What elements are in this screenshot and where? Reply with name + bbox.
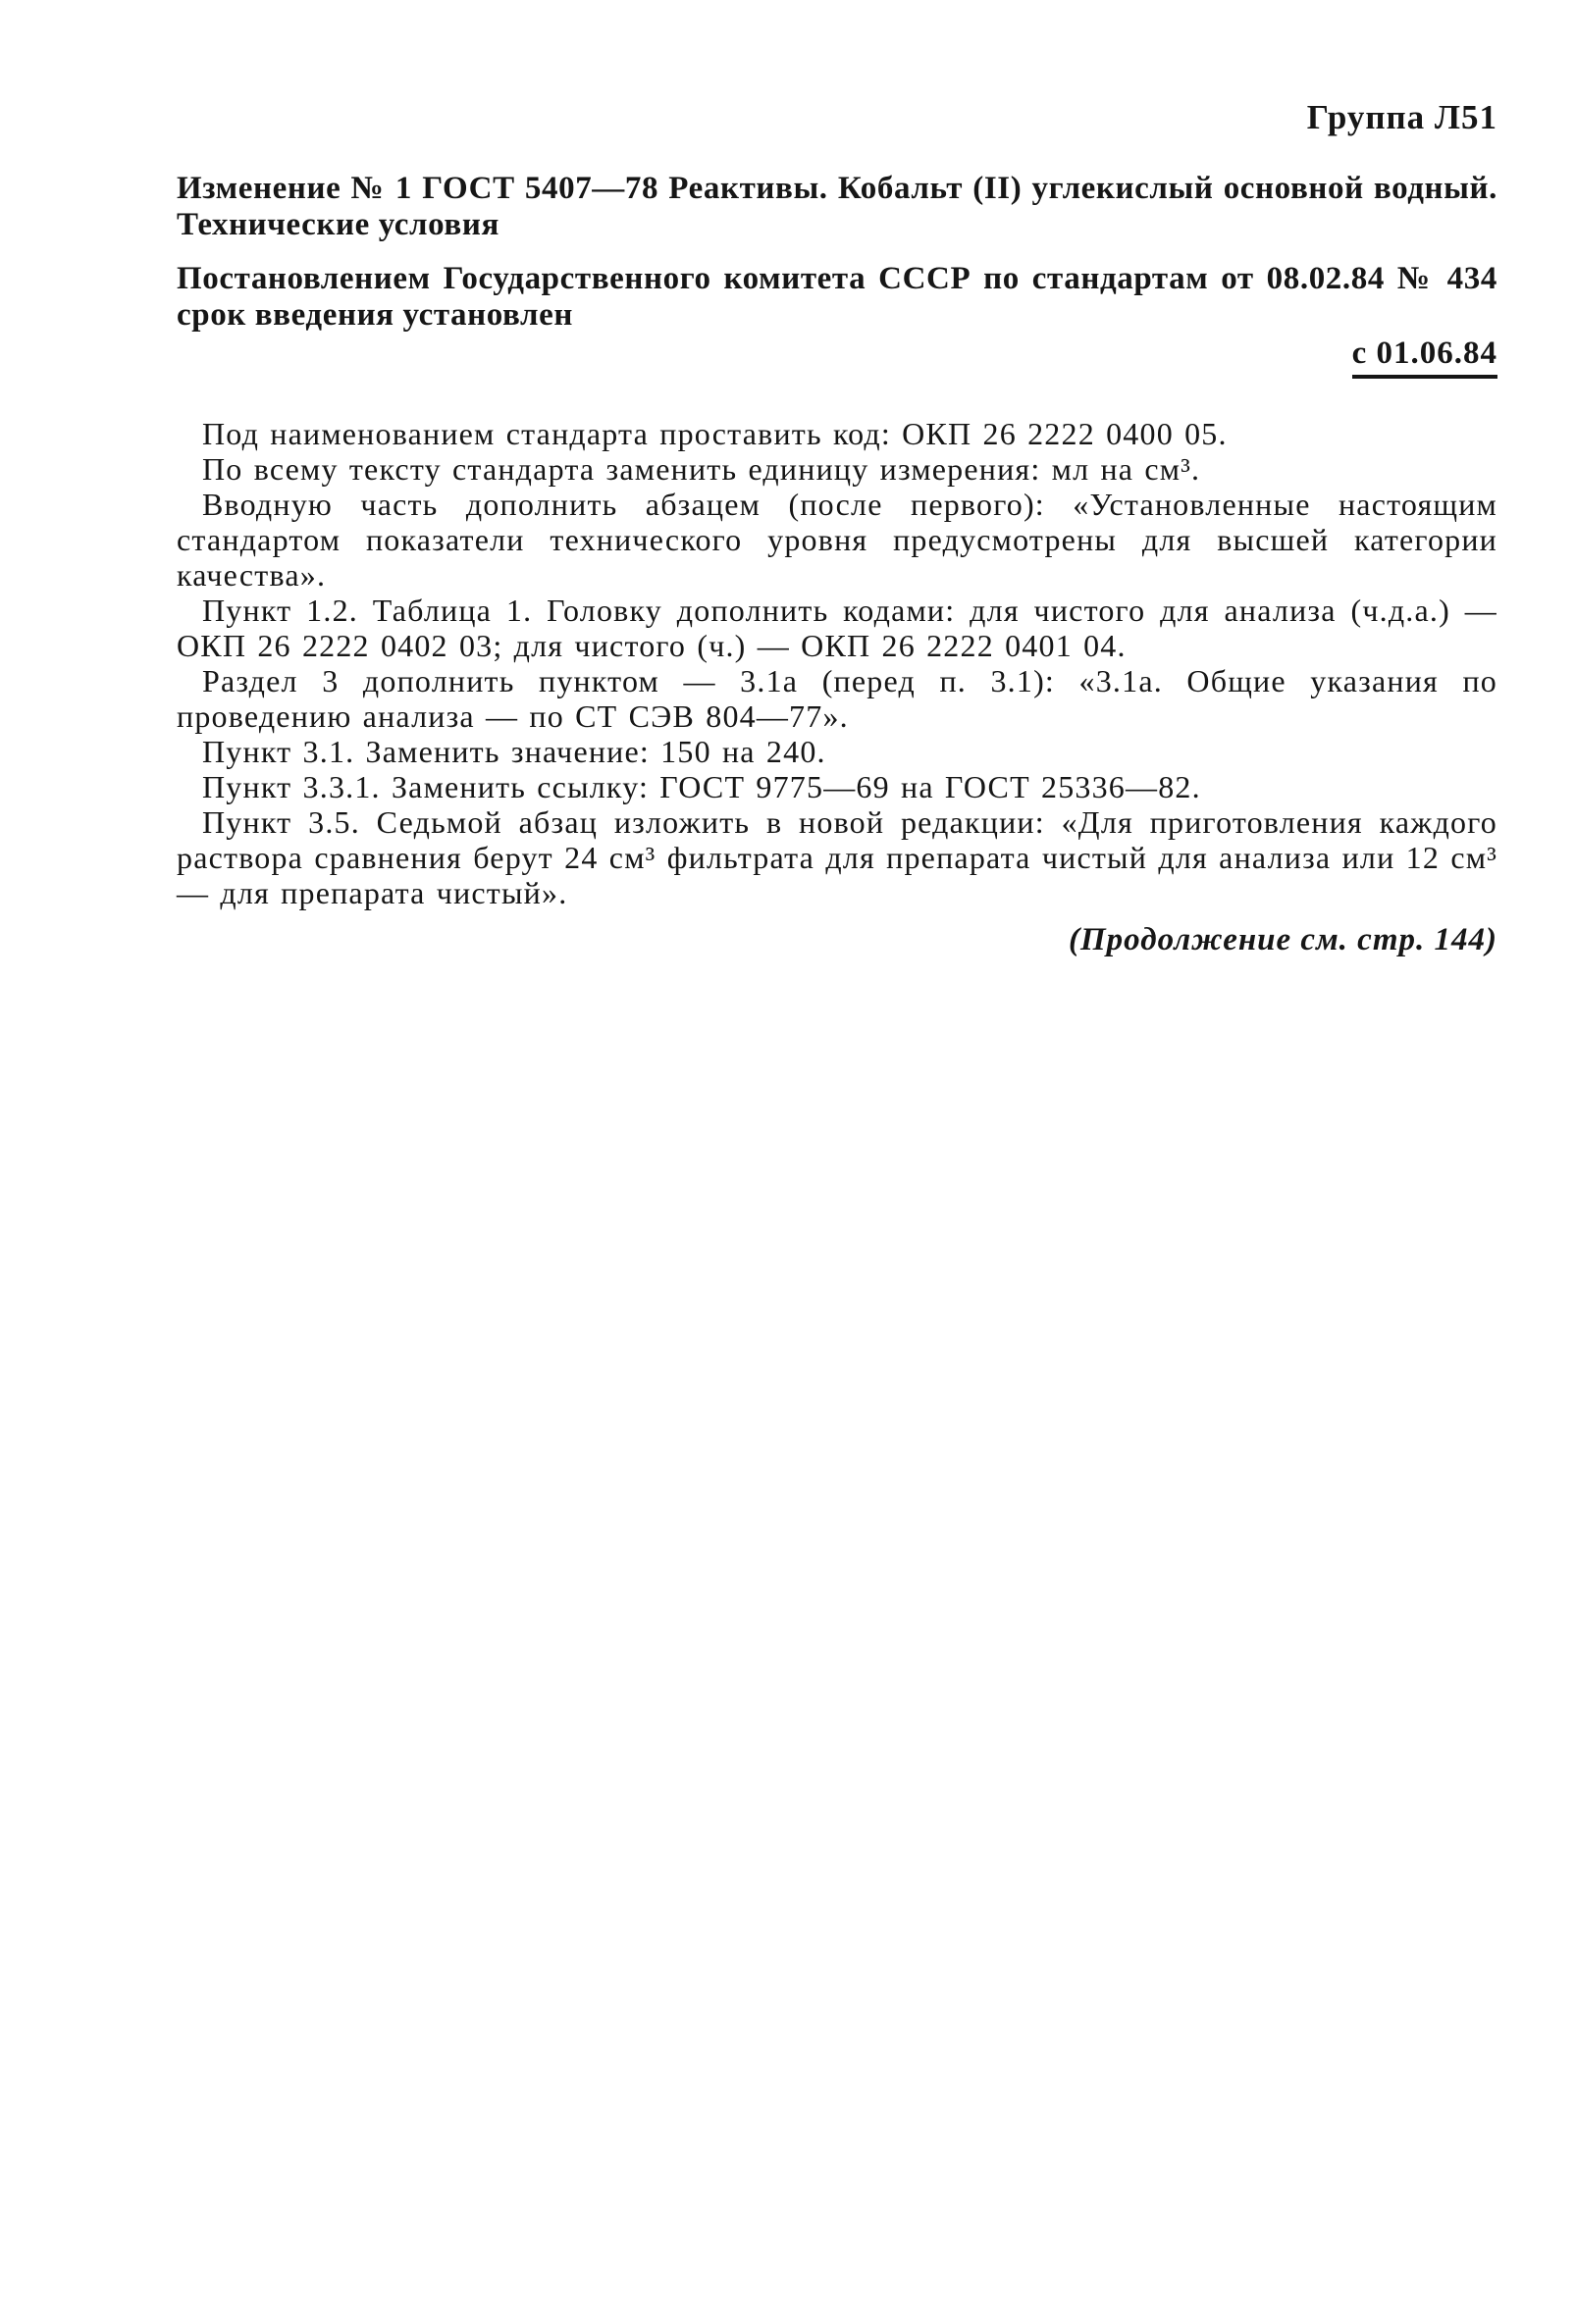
paragraph-section-3: Раздел 3 дополнить пунктом — 3.1а (перед п. 3.1): «3.1а. Общие указания по проведению анализа — по СТ СЭВ 804—77». xyxy=(177,663,1497,734)
paragraph-item-3-3-1: Пункт 3.3.1. Заменить ссылку: ГОСТ 9775—69 на ГОСТ 25336—82. xyxy=(202,769,1201,804)
paragraph-introduction: Вводную часть дополнить абзацем (после первого): «Установленные настоящим стандартом показатели технического уровня предусмотрены для высшей категории качества». xyxy=(177,487,1497,593)
continuation-note: (Продолжение см. стр. 144) xyxy=(1069,922,1497,957)
document-body xyxy=(177,416,1497,910)
decree-text: Постановлением Государственного комитета СССР по стандартам от 08.02.84 № 434 срок введения установлен xyxy=(177,261,1497,333)
paragraph-item-3-5: Пункт 3.5. Седьмой абзац изложить в новой редакции: «Для приготовления каждого раствора сравнения берут 24 см³ фильтрата для препарата чистый для анализа или 12 см³ — для препарата чистый». xyxy=(177,804,1497,910)
effective-date: с 01.06.84 xyxy=(1352,334,1497,379)
change-heading: Изменение № 1 ГОСТ 5407—78 Реактивы. Кобальт (II) углекислый основной водный. Технические условия xyxy=(177,171,1497,242)
paragraph-item-1-2: Пункт 1.2. Таблица 1. Головку дополнить кодами: для чистого для анализа (ч.д.а.) — ОКП 26 2222 0402 03; для чистого (ч.) — ОКП 26 2222 0401 04. xyxy=(177,593,1497,663)
group-label: Группа Л51 xyxy=(1306,98,1497,136)
paragraph-okp-code: Под наименованием стандарта проставить код: ОКП 26 2222 0400 05. xyxy=(202,416,1228,451)
paragraph-item-3-1: Пункт 3.1. Заменить значение: 150 на 240. xyxy=(202,734,826,769)
paragraph-units: По всему тексту стандарта заменить единицу измерения: мл на см³. xyxy=(202,451,1201,487)
